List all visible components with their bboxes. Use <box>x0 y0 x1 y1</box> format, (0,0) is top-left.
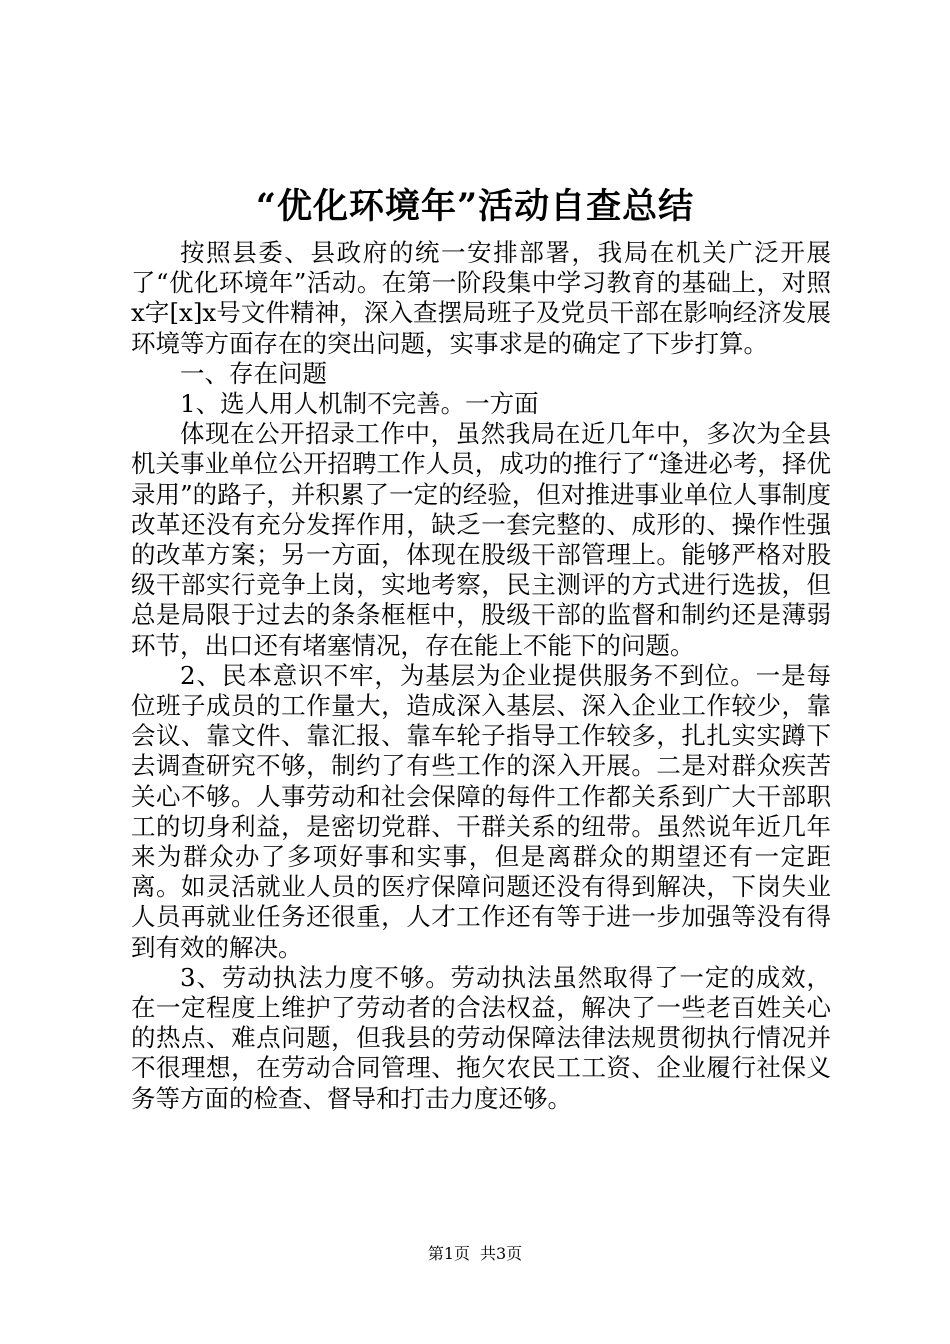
document-body <box>131 238 831 1114</box>
page-total: 共3页 <box>480 1244 523 1263</box>
page-footer <box>0 1243 950 1265</box>
paragraph-item-2: 2、民本意识不牢，为基层为企业提供服务不到位。一是每位班子成员的工作量大，造成深入基层、深入企业工作较少，靠会议、靠文件、靠汇报、靠车轮子指导工作较多，扎扎实实蹲下去调查研究不够，制约了有些工作的深入开展。二是对群众疾苦关心不够。人事劳动和社会保障的每件工作都关系到广大干部职工的切身利益，是密切党群、干群关系的纽带。虽然说年近几年来为群众办了多项好事和实事，但是离群众的期望还有一定距离。如灵活就业人员的医疗保障问题还没有得到解决，下岗失业人员再就业任务还很重，人才工作还有等于进一步加强等没有得到有效的解决。 <box>131 660 831 962</box>
paragraph-item-1-body: 体现在公开招录工作中，虽然我局在近几年中，多次为全县机关事业单位公开招聘工作人员，成功的推行了“逢进必考，择优录用”的路子，并积累了一定的经验，但对推进事业单位人事制度改革还没有充分发挥作用，缺乏一套完整的、成形的、操作性强的改革方案；另一方面，体现在股级干部管理上。能够严格对股级干部实行竞争上岗，实地考察，民主测评的方式进行选拔，但总是局限于过去的条条框框中，股级干部的监督和制约还是薄弱环节，出口还有堵塞情况，存在能上不能下的问题。 <box>131 419 831 660</box>
page-number: 第1页 <box>427 1244 470 1263</box>
paragraph-item-3: 3、劳动执法力度不够。劳动执法虽然取得了一定的成效，在一定程度上维护了劳动者的合法权益，解决了一些老百姓关心的热点、难点问题，但我县的劳动保障法律法规贯彻执行情况并不很理想，在劳动合同管理、拖欠农民工工资、企业履行社保义务等方面的检查、督导和打击力度还够。 <box>131 962 831 1113</box>
paragraph-item-1-heading: 1、选人用人机制不完善。一方面 <box>180 389 539 419</box>
paragraph-intro: 按照县委、县政府的统一安排部署，我局在机关广泛开展了“优化环境年”活动。在第一阶段集中学习教育的基础上，对照x字[x]x号文件精神，深入查摆局班子及党员干部在影响经济发展环境等方面存在的突出问题，实事求是的确定了下步打算。 <box>131 238 831 358</box>
section-heading: 一、存在问题 <box>180 358 327 388</box>
document-title: “优化环境年”活动自查总结 <box>255 186 695 227</box>
